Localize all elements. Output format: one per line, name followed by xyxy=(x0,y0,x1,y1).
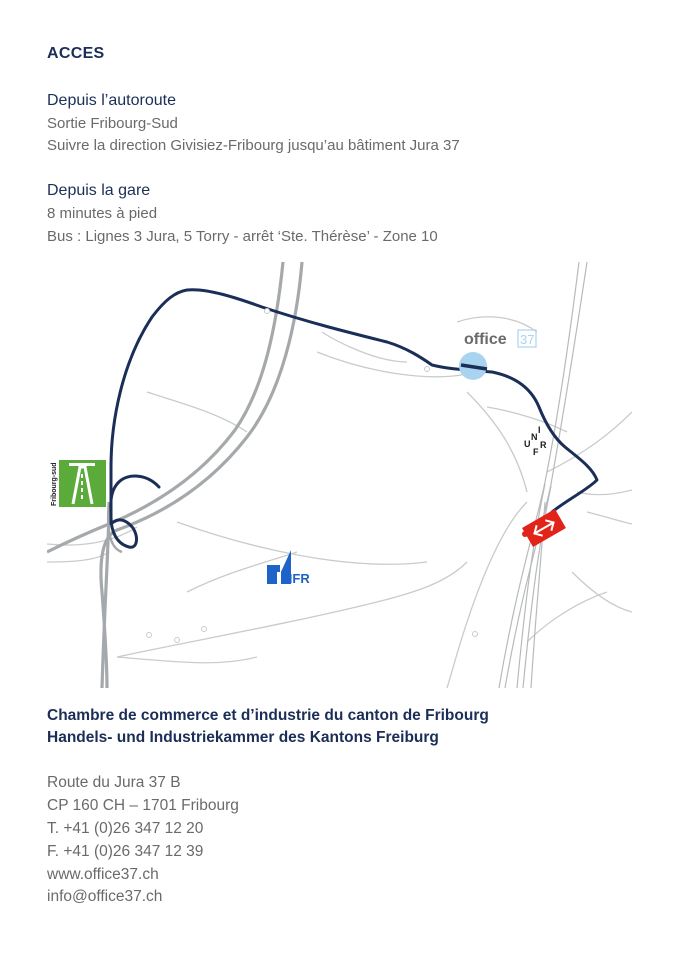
minor-roads xyxy=(47,317,632,688)
office-label: office xyxy=(464,331,507,348)
contact-address: Route du Jura 37 B xyxy=(47,774,181,791)
contact-fax: F. +41 (0)26 347 12 39 xyxy=(47,843,204,860)
page-title: ACCES xyxy=(47,45,105,62)
org-name-fr: Chambre de commerce et d’industrie du canton de Fribourg xyxy=(47,707,489,724)
access-route xyxy=(111,290,597,547)
highway-heading: Depuis l’autoroute xyxy=(47,92,176,109)
access-map xyxy=(47,262,632,688)
road-nodes xyxy=(147,309,478,643)
station-line-bus: Bus : Lignes 3 Jura, 5 Torry - arrêt ‘Ste. Thérèse’ - Zone 10 xyxy=(47,228,438,245)
highway-line-direction: Suivre la direction Givisiez-Fribourg jusqu’au bâtiment Jura 37 xyxy=(47,137,460,154)
station-line-walk: 8 minutes à pied xyxy=(47,205,158,222)
office-number: 37 xyxy=(520,332,535,347)
university-logo xyxy=(524,425,547,457)
org-name-de: Handels- und Industriekammer des Kantons Freiburg xyxy=(47,729,439,746)
uni-letter-f: F xyxy=(533,447,539,457)
railway xyxy=(499,262,587,688)
uni-letter-r: R xyxy=(540,440,547,450)
contact-postal: CP 160 CH – 1701 Fribourg xyxy=(47,797,239,814)
highway-line-exit: Sortie Fribourg-Sud xyxy=(47,115,178,132)
hfr-logo xyxy=(267,550,310,586)
contact-email[interactable]: info@office37.ch xyxy=(47,888,163,905)
contact-website[interactable]: www.office37.ch xyxy=(47,866,159,883)
hfr-label: HFR xyxy=(283,571,310,586)
uni-letter-u: U xyxy=(524,439,531,449)
uni-letter-n: N xyxy=(531,432,538,442)
contact-phone: T. +41 (0)26 347 12 20 xyxy=(47,820,204,837)
motorway-sign-label: Fribourg-sud xyxy=(51,462,58,506)
motorway-sign-icon xyxy=(51,460,106,507)
station-heading: Depuis la gare xyxy=(47,182,151,199)
uni-letter-i: I xyxy=(538,425,541,435)
